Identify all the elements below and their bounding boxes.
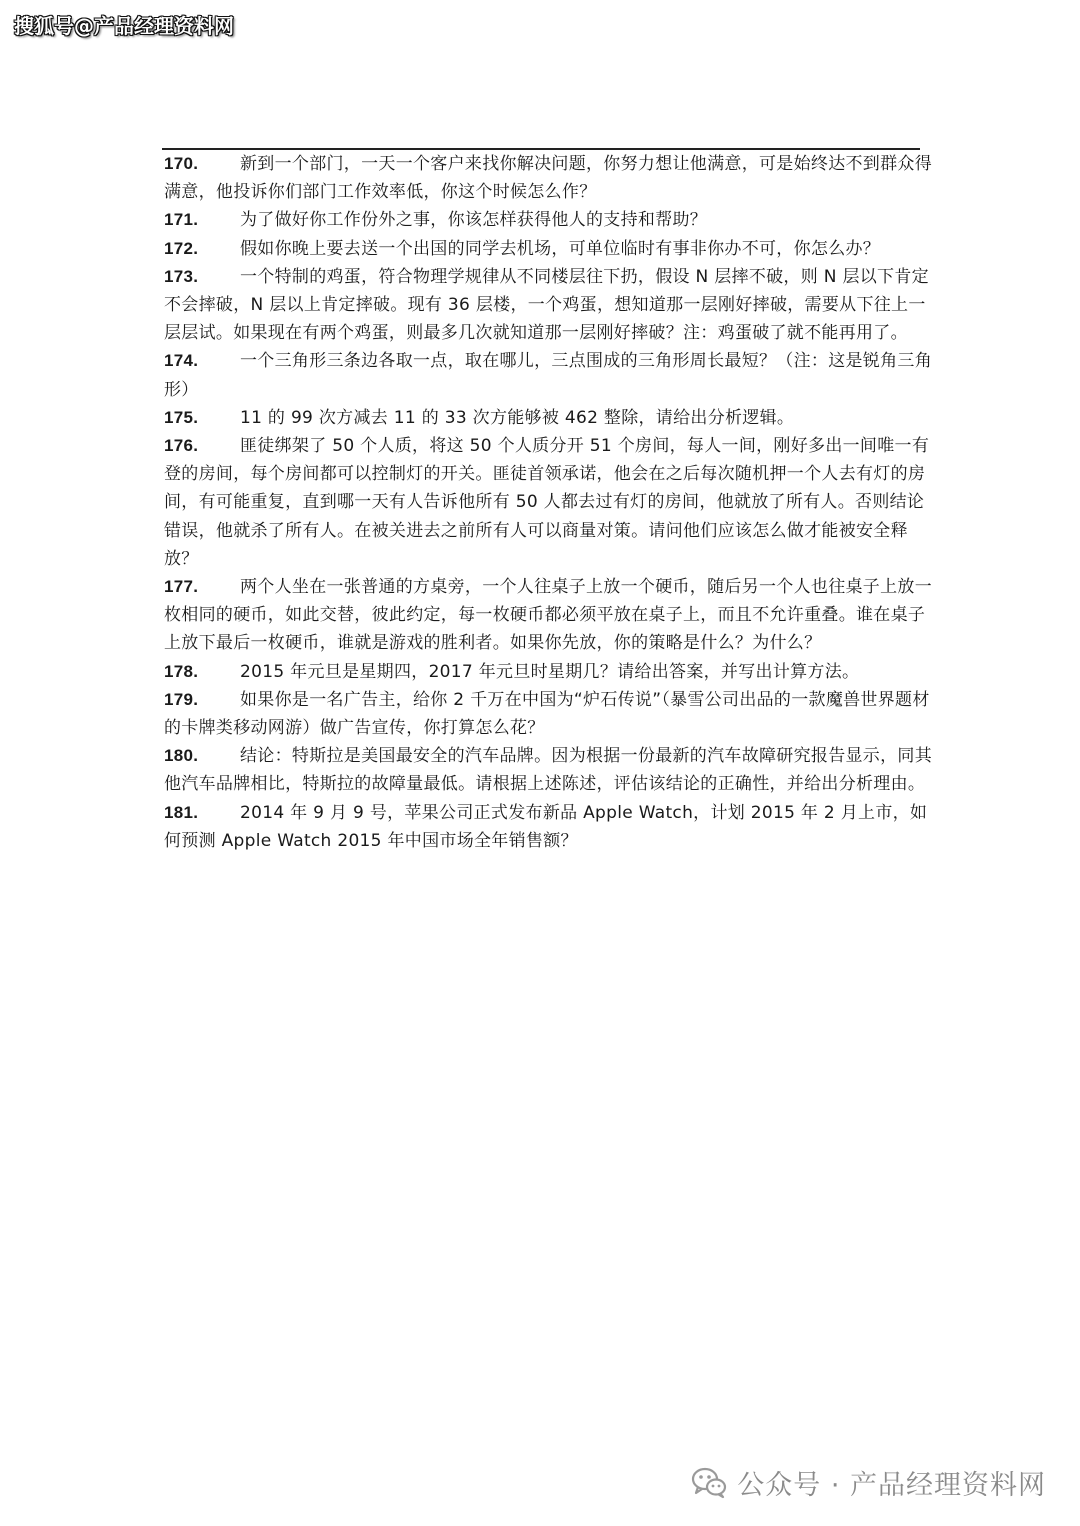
question-item bbox=[164, 263, 940, 348]
question-text: 2014 年 9 月 9 号，苹果公司正式发布新品 Apple Watch，计划 2015 年 2 月上市，如何预测 Apple Watch 2015 年中国市场全年销售额？ bbox=[164, 802, 928, 851]
question-text: 如果你是一名广告主，给你 2 千万在中国为“炉石传说”（暴雪公司出品的一款魔兽世界题材的卡牌类移动网游）做广告宣传，你打算怎么花？ bbox=[164, 689, 930, 739]
question-text: 为了做好你工作份外之事，你该怎样获得他人的支持和帮助？ bbox=[240, 210, 708, 231]
question-number: 181. bbox=[164, 802, 199, 822]
question-text: 11 的 99 次方减去 11 的 33 次方能够被 462 整除，请给出分析逻辑。 bbox=[240, 407, 795, 428]
watermark-bottom bbox=[689, 1462, 1046, 1502]
question-number: 175. bbox=[164, 407, 199, 427]
watermark-bottom-text: 公众号 · 产品经理资料网 bbox=[737, 1469, 1046, 1501]
question-item bbox=[164, 573, 940, 658]
question-number: 179. bbox=[164, 689, 199, 709]
question-number: 178. bbox=[164, 661, 199, 681]
question-item bbox=[164, 742, 940, 798]
question-item bbox=[164, 686, 940, 742]
question-item bbox=[164, 432, 940, 573]
question-text: 假如你晚上要去送一个出国的同学去机场，可单位临时有事非你办不可，你怎么办？ bbox=[240, 238, 881, 259]
question-item bbox=[164, 799, 940, 855]
question-item bbox=[164, 150, 940, 206]
question-text: 结论：特斯拉是美国最安全的汽车品牌。因为根据一份最新的汽车故障研究报告显示，同其他汽车品牌相比，特斯拉的故障量最低。请根据上述陈述，评估该结论的正确性，并给出分析理由。 bbox=[164, 746, 932, 795]
question-item bbox=[164, 347, 940, 403]
question-text: 匪徒绑架了 50 个人质，将这 50 个人质分开 51 个房间，每人一间，刚好多出一间唯一有登的房间，每个房间都可以控制灯的开关。匪徒首领承诺，他会在之后每次随机押一个人去有灯的房间，有可能重复，直到哪一天有人告诉他所有 50 人都去过有灯的房间，他就放了所有人。否则结论错误，他就杀了所有人。在被关进去之前所有人可以商量对策。请问他们应该怎么做才能被安全释放？ bbox=[164, 436, 930, 569]
question-number: 174. bbox=[164, 351, 199, 371]
question-item bbox=[164, 235, 940, 263]
question-item bbox=[164, 404, 940, 432]
question-list bbox=[164, 150, 940, 855]
question-number: 173. bbox=[164, 266, 199, 286]
question-text: 2015 年元旦是星期四，2017 年元旦时星期几？请给出答案，并写出计算方法。 bbox=[240, 661, 860, 682]
question-text: 两个人坐在一张普通的方桌旁，一个人往桌子上放一个硬币，随后另一个人也往桌子上放一枚相同的硬币，如此交替，彼此约定，每一枚硬币都必须平放在桌子上，而且不允许重叠。谁在桌子上放下最后一枚硬币，谁就是游戏的胜利者。如果你先放，你的策略是什么？为什么？ bbox=[164, 577, 932, 654]
question-item bbox=[164, 206, 940, 234]
question-text: 一个三角形三条边各取一点，取在哪儿，三点围成的三角形周长最短？（注：这是锐角三角形） bbox=[164, 351, 932, 400]
question-number: 177. bbox=[164, 577, 199, 597]
question-number: 170. bbox=[164, 154, 199, 173]
question-number: 172. bbox=[164, 238, 199, 258]
question-number: 176. bbox=[164, 436, 199, 456]
question-text: 一个特制的鸡蛋，符合物理学规律从不同楼层往下扔，假设 N 层摔不破，则 N 层以下肯定不会摔破，N 层以上肯定摔破。现有 36 层楼，一个鸡蛋，想知道那一层刚好摔破，需要从下往上一层层试。如果现在有两个鸡蛋，则最多几次就知道那一层刚好摔破？注：鸡蛋破了就不能再用了。 bbox=[164, 266, 929, 344]
question-item bbox=[164, 658, 940, 686]
watermark-top: 搜狐号@产品经理资料网 bbox=[14, 14, 234, 38]
wechat-icon bbox=[689, 1462, 729, 1502]
question-text: 新到一个部门，一天一个客户来找你解决问题，你努力想让他满意，可是始终达不到群众得满意，他投诉你们部门工作效率低，你这个时候怎么作？ bbox=[164, 154, 932, 203]
question-number: 180. bbox=[164, 746, 199, 766]
question-number: 171. bbox=[164, 210, 199, 230]
